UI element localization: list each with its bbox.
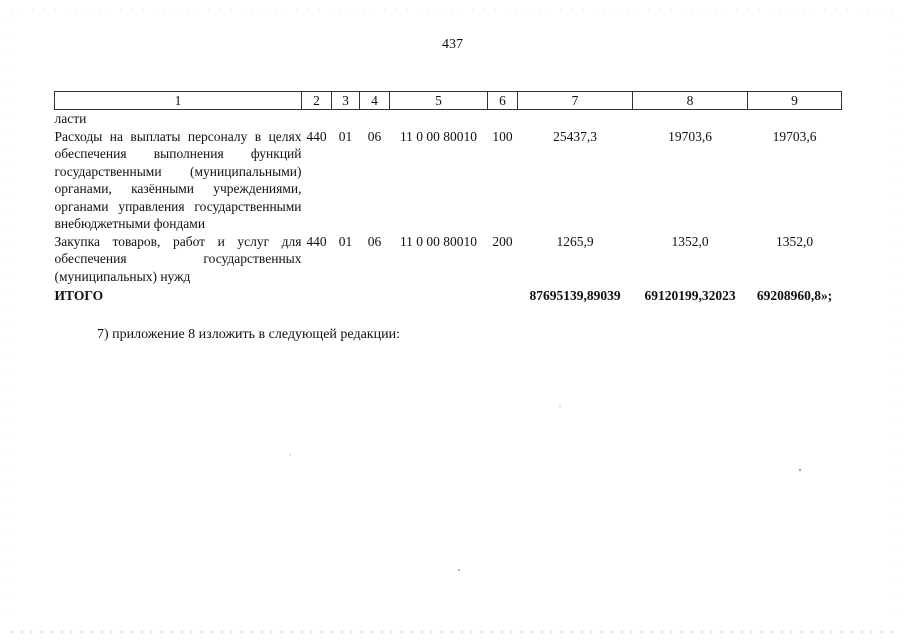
row-target-article: 11 0 00 80010 <box>399 128 478 144</box>
row-section: 01 <box>338 233 353 249</box>
budget-table <box>54 91 842 305</box>
continuation-row <box>55 110 842 128</box>
total-year3: 69208960,8»; <box>756 288 833 303</box>
row-expense-type: 200 <box>492 233 513 249</box>
row-ministry: 440 <box>306 128 327 144</box>
total-label: ИТОГО <box>54 288 104 303</box>
table-row <box>55 128 842 233</box>
header-col-2: 2 <box>302 92 332 110</box>
row-description: Расходы на выплаты персоналу в целях обеспечения выполнения функций государственными (муниципальными) органами, казёнными учреждениями, органами управления государственными внебюджетными фондами <box>54 128 302 231</box>
table-row <box>55 233 842 286</box>
total-row <box>55 285 842 305</box>
continuation-text: ласти <box>54 111 87 126</box>
row-ministry: 440 <box>306 233 327 249</box>
total-year1: 87695139,89039 <box>529 288 621 303</box>
row-section: 01 <box>338 128 353 144</box>
header-col-7: 7 <box>518 92 633 110</box>
header-col-5: 5 <box>390 92 488 110</box>
row-subsection: 06 <box>367 233 382 249</box>
header-col-9: 9 <box>748 92 842 110</box>
header-col-8: 8 <box>633 92 748 110</box>
page-number: 437 <box>442 37 463 52</box>
header-col-4: 4 <box>360 92 390 110</box>
header-row <box>55 92 842 110</box>
header-col-3: 3 <box>332 92 360 110</box>
total-year2: 69120199,32023 <box>644 288 736 303</box>
row-subsection: 06 <box>367 128 382 144</box>
row-year2: 1352,0 <box>671 233 709 249</box>
row-year1: 1265,9 <box>556 233 594 249</box>
row-description: Закупка товаров, работ и услуг для обеспечения государственных (муниципальных) нужд <box>54 233 302 284</box>
header-col-1: 1 <box>55 92 302 110</box>
row-year3: 19703,6 <box>772 128 817 144</box>
row-expense-type: 100 <box>492 128 513 144</box>
row-year1: 25437,3 <box>553 128 597 144</box>
row-year3: 1352,0 <box>775 233 814 249</box>
amendment-note: 7) приложение 8 изложить в следующей редакции: <box>97 327 400 342</box>
row-target-article: 11 0 00 80010 <box>399 233 478 249</box>
row-year2: 19703,6 <box>668 128 712 144</box>
header-col-6: 6 <box>488 92 518 110</box>
